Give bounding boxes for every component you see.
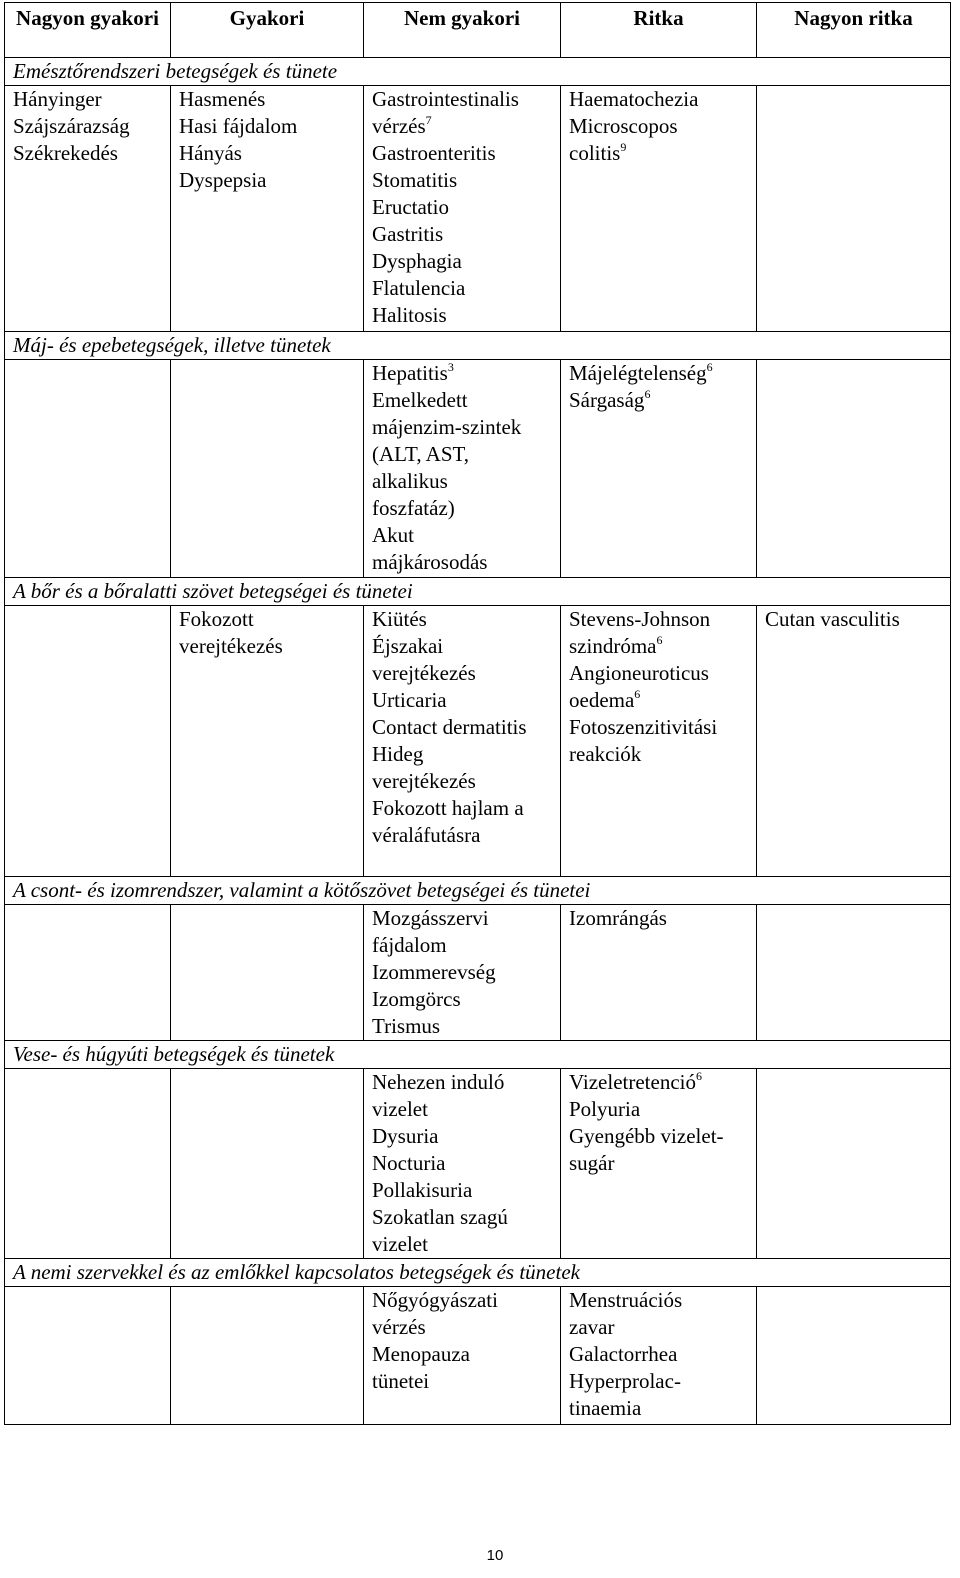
footnote-ref: 3	[447, 360, 454, 374]
list-item	[372, 932, 554, 959]
table-row	[5, 86, 951, 332]
list-item	[372, 795, 554, 822]
list-item	[372, 221, 554, 248]
section-title: Máj- és epebetegségek, illetve tünetek	[5, 332, 951, 360]
term-text: Gastritis	[372, 222, 444, 246]
list-item	[372, 959, 554, 986]
adverse-reactions-table	[4, 2, 951, 1425]
cell-uncommon	[364, 905, 561, 1041]
cell-very-common	[5, 360, 171, 578]
list-item	[372, 1096, 554, 1123]
term-text: Izomgörcs	[372, 987, 461, 1011]
section-header-row	[5, 332, 951, 360]
term-text: májenzim-szintek	[372, 415, 522, 439]
list-item	[569, 1123, 750, 1150]
term-text: Nehezen induló	[372, 1070, 505, 1094]
list-item	[372, 822, 554, 849]
term-text: Pollakisuria	[372, 1178, 473, 1202]
list-item	[372, 660, 554, 687]
term-text: alkalikus	[372, 469, 448, 493]
term-text: Fokozott hajlam a	[372, 796, 524, 820]
term-text: Gastrointestinalis	[372, 87, 519, 111]
term-text: Sárgaság	[569, 388, 645, 412]
list-item	[569, 360, 750, 387]
list-item	[372, 986, 554, 1013]
list-item	[372, 360, 554, 387]
term-text: Nőgyógyászati	[372, 1288, 498, 1312]
footnote-ref: 7	[425, 113, 432, 127]
term-text: (ALT, AST,	[372, 442, 470, 466]
cell-rare	[561, 86, 757, 332]
term-text: Izommerevség	[372, 960, 496, 984]
cell-uncommon	[364, 1287, 561, 1425]
list-item	[569, 1287, 750, 1314]
term-text: zavar	[569, 1315, 615, 1339]
section-header-row	[5, 1041, 951, 1069]
list-item	[569, 633, 750, 660]
list-item	[765, 606, 944, 633]
list-item	[372, 1013, 554, 1040]
list-item	[569, 387, 750, 414]
list-item	[569, 714, 750, 741]
list-item	[372, 248, 554, 275]
list-item	[569, 741, 750, 768]
term-text: Szokatlan szagú	[372, 1205, 508, 1229]
section-header-row	[5, 1259, 951, 1287]
list-item	[179, 113, 357, 140]
list-item	[372, 140, 554, 167]
term-text: Izomrángás	[569, 906, 667, 930]
term-text: Trismus	[372, 1014, 441, 1038]
table-row	[5, 1069, 951, 1259]
term-text: Mozgásszervi	[372, 906, 489, 930]
cell-uncommon	[364, 606, 561, 877]
cell-common	[171, 1069, 364, 1259]
list-item	[372, 1177, 554, 1204]
table-row	[5, 360, 951, 578]
cell-rare	[561, 1069, 757, 1259]
term-text: tinaemia	[569, 1396, 642, 1420]
term-text: Éjszakai	[372, 634, 444, 658]
term-text: Stomatitis	[372, 168, 458, 192]
term-text: véraláfutásra	[372, 823, 481, 847]
list-item	[372, 1287, 554, 1314]
term-text: májkárosodás	[372, 550, 488, 574]
column-header-rare: Ritka	[561, 3, 757, 58]
cell-uncommon	[364, 1069, 561, 1259]
cell-very-common	[5, 1287, 171, 1425]
term-text: Gastroenteritis	[372, 141, 496, 165]
term-text: Székrekedés	[13, 141, 118, 165]
section-header-row	[5, 578, 951, 606]
footnote-ref: 9	[620, 140, 627, 154]
list-item	[569, 687, 750, 714]
term-text: Halitosis	[372, 303, 447, 327]
list-item	[372, 633, 554, 660]
list-item	[372, 687, 554, 714]
term-text: fájdalom	[372, 933, 447, 957]
term-text: oedema	[569, 688, 635, 712]
term-text: Hasi fájdalom	[179, 114, 298, 138]
cell-very-rare	[757, 360, 951, 578]
term-text: Angioneuroticus	[569, 661, 709, 685]
term-text: Cutan vasculitis	[765, 607, 900, 631]
list-item	[179, 633, 357, 660]
column-header-common: Gyakori	[171, 3, 364, 58]
list-item	[372, 549, 554, 576]
term-text: Nocturia	[372, 1151, 446, 1175]
term-text: Hányinger	[13, 87, 102, 111]
term-text: Polyuria	[569, 1097, 641, 1121]
list-item	[372, 1150, 554, 1177]
list-item	[372, 905, 554, 932]
cell-uncommon	[364, 86, 561, 332]
list-item	[569, 1341, 750, 1368]
list-item	[179, 140, 357, 167]
cell-common	[171, 606, 364, 877]
section-header-row	[5, 58, 951, 86]
term-text: Kiütés	[372, 607, 427, 631]
term-text: Urticaria	[372, 688, 447, 712]
cell-very-common	[5, 905, 171, 1041]
term-text: Menstruációs	[569, 1288, 683, 1312]
term-text: Dyspepsia	[179, 168, 267, 192]
cell-very-rare	[757, 1287, 951, 1425]
list-item	[372, 387, 554, 414]
cell-very-rare	[757, 1069, 951, 1259]
column-header-uncommon: Nem gyakori	[364, 3, 561, 58]
cell-very-rare	[757, 905, 951, 1041]
cell-rare	[561, 1287, 757, 1425]
list-item	[179, 86, 357, 113]
list-item	[372, 522, 554, 549]
term-text: verejtékezés	[372, 769, 476, 793]
list-item	[372, 113, 554, 140]
cell-common	[171, 86, 364, 332]
cell-very-common	[5, 1069, 171, 1259]
term-text: foszfatáz)	[372, 496, 455, 520]
cell-very-rare	[757, 606, 951, 877]
section-title: A nemi szervekkel és az emlőkkel kapcsolatos betegségek és tünetek	[5, 1259, 951, 1287]
list-item	[569, 1368, 750, 1395]
term-text: Contact dermatitis	[372, 715, 527, 739]
list-item	[372, 167, 554, 194]
list-item	[372, 768, 554, 795]
list-item	[569, 1314, 750, 1341]
term-text: Hideg	[372, 742, 424, 766]
column-header-very-rare: Nagyon ritka	[757, 3, 951, 58]
cell-uncommon	[364, 360, 561, 578]
list-item	[372, 495, 554, 522]
section-title: A bőr és a bőralatti szövet betegségei és tünetei	[5, 578, 951, 606]
list-item	[372, 414, 554, 441]
term-text: vérzés	[372, 1315, 426, 1339]
list-item	[569, 1395, 750, 1422]
list-item	[13, 113, 164, 140]
list-item	[569, 905, 750, 932]
cell-very-common	[5, 606, 171, 877]
section-header-row	[5, 877, 951, 905]
table-row	[5, 905, 951, 1041]
list-item	[569, 86, 750, 113]
term-text: vérzés	[372, 114, 426, 138]
table-row	[5, 606, 951, 877]
cell-common	[171, 905, 364, 1041]
list-item	[372, 606, 554, 633]
list-item	[179, 606, 357, 633]
list-item	[372, 1341, 554, 1368]
list-item	[569, 113, 750, 140]
term-text: verejtékezés	[372, 661, 476, 685]
term-text: Hepatitis	[372, 361, 448, 385]
cell-common	[171, 1287, 364, 1425]
list-item	[372, 1069, 554, 1096]
page-number: 10	[486, 1547, 504, 1564]
table-body	[5, 58, 951, 1425]
cell-very-rare	[757, 86, 951, 332]
list-item	[372, 468, 554, 495]
list-item	[179, 167, 357, 194]
list-item	[372, 1368, 554, 1395]
term-text: Flatulencia	[372, 276, 466, 300]
list-item	[372, 1123, 554, 1150]
term-text: tünetei	[372, 1369, 430, 1393]
list-item	[372, 275, 554, 302]
section-title: Emésztőrendszeri betegségek és tünete	[5, 58, 951, 86]
term-text: Galactorrhea	[569, 1342, 678, 1366]
term-text: Microscopos	[569, 114, 678, 138]
term-text: vizelet	[372, 1097, 428, 1121]
term-text: Hasmenés	[179, 87, 266, 111]
term-text: Fotoszenzitivitási	[569, 715, 718, 739]
list-item	[372, 1204, 554, 1231]
cell-common	[171, 360, 364, 578]
term-text: sugár	[569, 1151, 615, 1175]
term-text: Akut	[372, 523, 414, 547]
list-item	[372, 1314, 554, 1341]
list-item	[569, 1096, 750, 1123]
list-item	[13, 86, 164, 113]
term-text: Dysphagia	[372, 249, 462, 273]
term-text: Hányás	[179, 141, 242, 165]
term-text: Menopauza	[372, 1342, 470, 1366]
list-item	[372, 1231, 554, 1258]
term-text: Haematochezia	[569, 87, 699, 111]
list-item	[372, 302, 554, 329]
cell-rare	[561, 606, 757, 877]
table-row	[5, 1287, 951, 1425]
term-text: Fokozott	[179, 607, 254, 631]
term-text: Vizeletretenció	[569, 1070, 696, 1094]
list-item	[569, 660, 750, 687]
term-text: Szájszárazság	[13, 114, 130, 138]
list-item	[569, 1150, 750, 1177]
list-item	[569, 140, 750, 167]
footnote-ref: 6	[696, 1069, 702, 1083]
section-title: Vese- és húgyúti betegségek és tünetek	[5, 1041, 951, 1069]
term-text: vizelet	[372, 1232, 428, 1256]
cell-rare	[561, 360, 757, 578]
footnote-ref: 6	[644, 387, 651, 401]
list-item	[372, 714, 554, 741]
list-item	[569, 606, 750, 633]
term-text: Hyperprolac-	[569, 1369, 681, 1393]
list-item	[372, 86, 554, 113]
list-item	[372, 741, 554, 768]
term-text: Eructatio	[372, 195, 449, 219]
term-text: Májelégtelenség	[569, 361, 707, 385]
footnote-ref: 6	[706, 360, 713, 374]
term-text: Dysuria	[372, 1124, 439, 1148]
list-item	[13, 140, 164, 167]
section-title: A csont- és izomrendszer, valamint a kötőszövet betegségei és tünetei	[5, 877, 951, 905]
cell-rare	[561, 905, 757, 1041]
term-text: Emelkedett	[372, 388, 468, 412]
list-item	[372, 194, 554, 221]
term-text: verejtékezés	[179, 634, 283, 658]
column-header-very-common: Nagyon gyakori	[5, 3, 171, 58]
footnote-ref: 6	[656, 633, 663, 647]
list-item	[372, 441, 554, 468]
term-text: reakciók	[569, 742, 642, 766]
footnote-ref: 6	[634, 687, 641, 701]
term-text: Stevens-Johnson	[569, 607, 711, 631]
list-item	[569, 1069, 750, 1096]
header-row	[5, 3, 951, 58]
cell-very-common	[5, 86, 171, 332]
term-text: Gyengébb vizelet-	[569, 1124, 724, 1148]
term-text: szindróma	[569, 634, 657, 658]
term-text: colitis	[569, 141, 621, 165]
